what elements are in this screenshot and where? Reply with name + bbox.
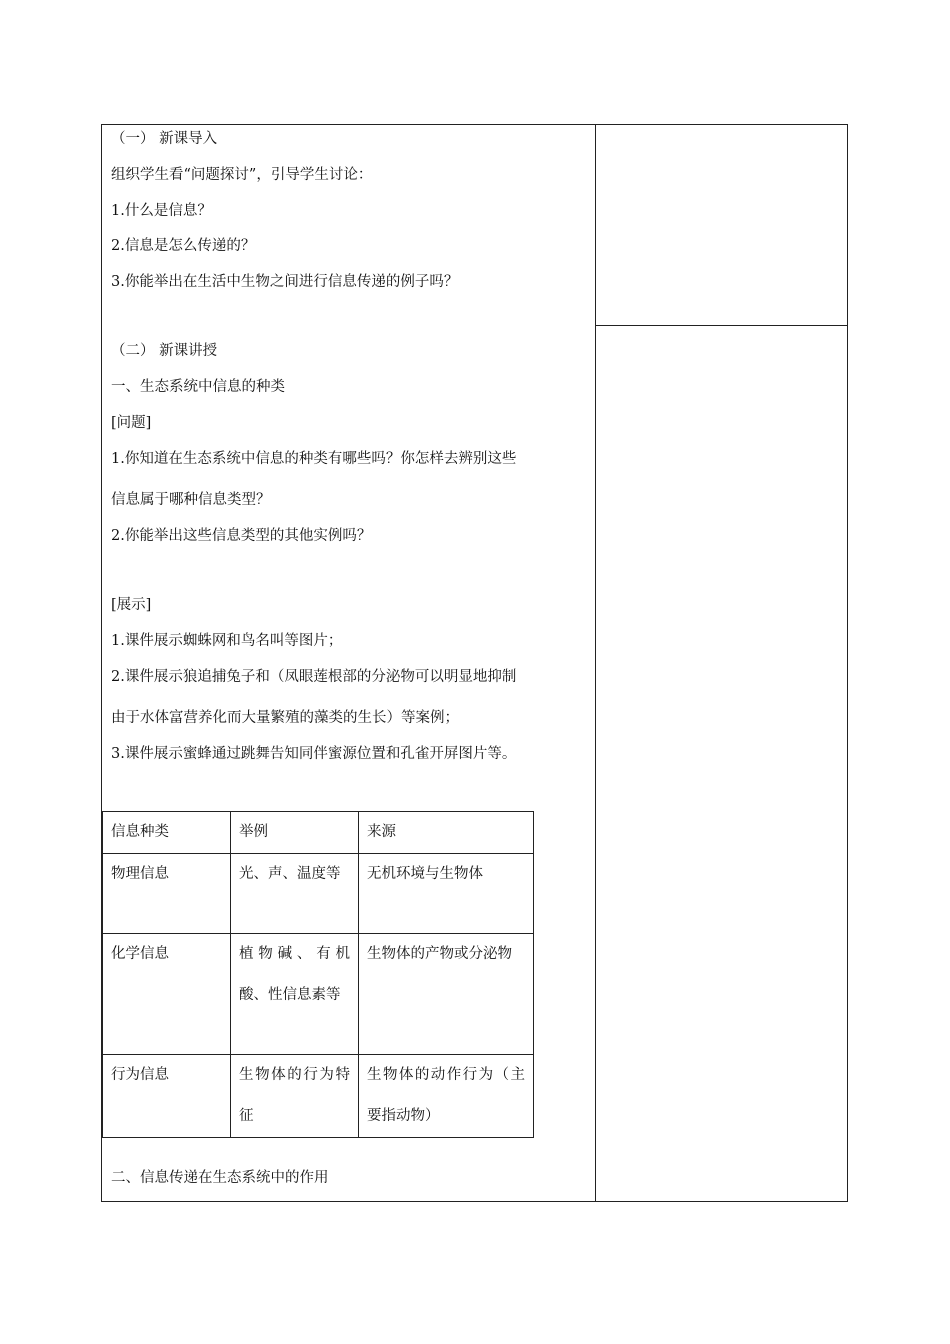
question-2: 2.信息是怎么传递的？	[111, 238, 256, 254]
table-row	[103, 934, 534, 1055]
table-cell: 光、声、温度等	[231, 854, 359, 934]
problem-line-3: 2.你能举出这些信息类型的其他实例吗？	[111, 528, 372, 544]
show-line-3: 由于水体富营养化而大量繁殖的藻类的生长）等案例；	[111, 710, 459, 726]
table-row	[103, 1055, 534, 1138]
table-cell: 生物体的行为特征	[231, 1055, 359, 1138]
question-3: 3.你能举出在生活中生物之间进行信息传递的例子吗？	[111, 274, 459, 290]
table-row	[103, 854, 534, 934]
table-cell: 生物体的产物或分泌物	[359, 934, 534, 1055]
table-cell: 物理信息	[103, 854, 231, 934]
section1-heading: （一） 新课导入	[111, 131, 218, 147]
show-line-1: 1.课件展示蜘蛛网和鸟名叫等图片；	[111, 633, 343, 649]
right-column-row-divider	[596, 325, 848, 326]
column-divider	[595, 125, 596, 1201]
show-line-2: 2.课件展示狼追捕兔子和（凤眼莲根部的分泌物可以明显地抑制	[111, 669, 517, 685]
table-cell: 无机环境与生物体	[359, 854, 534, 934]
problem-line-2: 信息属于哪种信息类型？	[111, 492, 271, 508]
table-header-cell: 来源	[359, 812, 534, 854]
problem-tag: [问题]	[111, 415, 152, 431]
table-header-cell: 信息种类	[103, 812, 231, 854]
section2-heading: （二） 新课讲授	[111, 343, 218, 359]
table-cell: 化学信息	[103, 934, 231, 1055]
section1-intro: 组织学生看“问题探讨”，引导学生讨论：	[111, 167, 373, 183]
table-header-cell: 举例	[231, 812, 359, 854]
show-line-4: 3.课件展示蜜蜂通过跳舞告知同伴蜜源位置和孔雀开屏图片等。	[111, 746, 517, 762]
part2-title: 二、信息传递在生态系统中的作用	[111, 1170, 329, 1186]
problem-line-1: 1.你知道在生态系统中信息的种类有哪些吗？你怎样去辨别这些	[111, 451, 517, 467]
part1-title: 一、生态系统中信息的种类	[111, 379, 285, 395]
lesson-plan-frame	[101, 124, 848, 1202]
info-types-table	[102, 811, 534, 1138]
table-cell: 生物体的动作行为（主要指动物）	[359, 1055, 534, 1138]
table-cell: 植物碱、有机酸、性信息素等	[231, 934, 359, 1055]
table-header-row	[103, 812, 534, 854]
question-1: 1.什么是信息？	[111, 203, 212, 219]
table-cell: 行为信息	[103, 1055, 231, 1138]
show-tag: [展示]	[111, 597, 152, 613]
